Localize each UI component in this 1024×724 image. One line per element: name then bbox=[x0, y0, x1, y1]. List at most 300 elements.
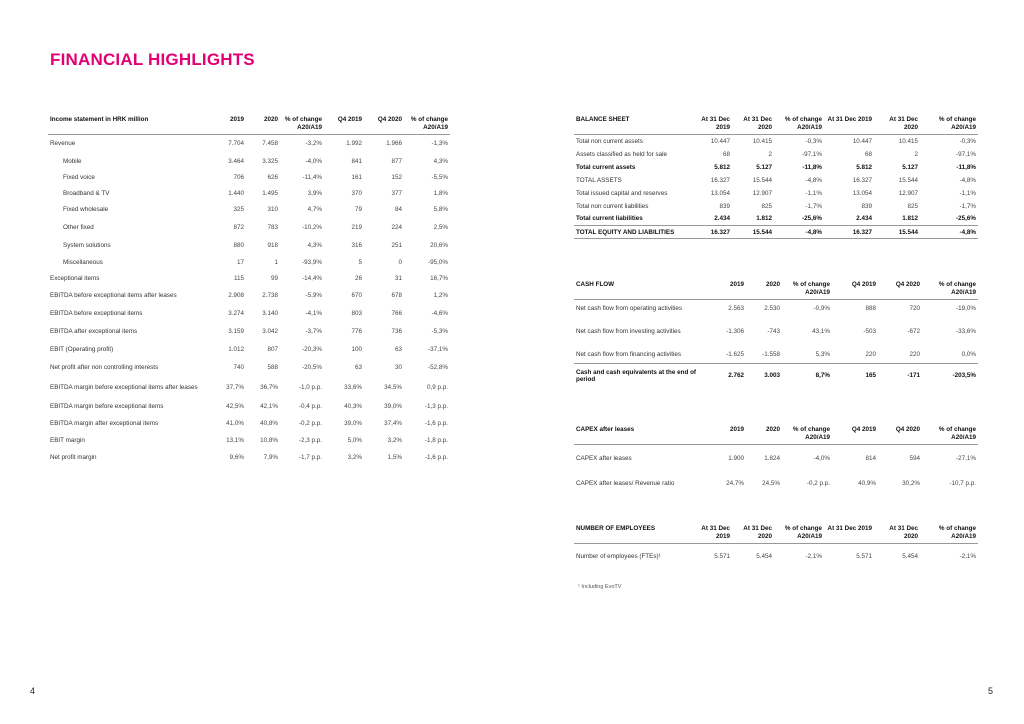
balance-cell-col-4: 5.812 bbox=[856, 163, 872, 171]
balance-cell-col-2: 15.544 bbox=[752, 176, 772, 184]
balance-cell-label: Assets classified as held for sale bbox=[576, 150, 667, 158]
balance-cell-col-3: -4,8% bbox=[805, 228, 822, 236]
income-cell-label: Exceptional items bbox=[50, 275, 100, 282]
income-cell-label: EBIT (Operating profit) bbox=[50, 346, 114, 353]
capex-cell-col-3: -4,0% bbox=[813, 455, 830, 463]
balance-cell-col-6: -1,7% bbox=[959, 202, 976, 210]
cashflow-header-col-3: % of change A20/A19 bbox=[792, 281, 830, 296]
employees-header-label: NUMBER OF EMPLOYEES bbox=[576, 525, 656, 532]
balance-header-col-5: At 31 Dec 2020 bbox=[889, 116, 918, 131]
balance-row-total-non-current-liabilities bbox=[574, 200, 978, 213]
employees-cell-col-2: 5.454 bbox=[756, 553, 772, 561]
cashflow-row-net-cash-flow-from-financing-activities bbox=[574, 346, 978, 364]
cashflow-cell-col-1: 2.762 bbox=[728, 372, 744, 380]
income-cell-col-2: 99 bbox=[270, 275, 278, 282]
income-cell-col-1: 325 bbox=[233, 206, 244, 213]
balance-cell-col-2: 15.544 bbox=[752, 228, 772, 236]
income-cell-col-5: 224 bbox=[391, 223, 402, 231]
income-cell-col-3: -20,3% bbox=[302, 346, 322, 353]
income-cell-col-6: -5,3% bbox=[431, 328, 448, 335]
income-cell-col-2: 783 bbox=[267, 223, 278, 231]
income-cell-col-2: 310 bbox=[267, 206, 278, 213]
income-cell-col-6: 2,5% bbox=[433, 223, 448, 231]
balance-cell-label: Total non current liabilities bbox=[576, 202, 649, 210]
income-cell-label: EBITDA margin before exceptional items after leases bbox=[50, 383, 198, 391]
cashflow-cell-col-2: -1.558 bbox=[762, 350, 780, 358]
balance-cell-col-6: -0,3% bbox=[959, 137, 976, 145]
income-cell-col-4: 26 bbox=[354, 275, 362, 282]
income-cell-col-1: 37,7% bbox=[226, 383, 244, 391]
income-cell-col-6: -5,5% bbox=[431, 174, 448, 181]
cashflow-cell-col-1: -1.625 bbox=[726, 350, 744, 358]
balance-cell-col-5: 12.907 bbox=[898, 189, 918, 197]
balance-cell-col-1: 2.434 bbox=[714, 215, 730, 223]
income-cell-col-4: 161 bbox=[351, 174, 362, 181]
income-cell-col-1: 3.464 bbox=[228, 157, 244, 165]
employees-cell-col-1: 5.571 bbox=[714, 553, 730, 561]
cashflow-cell-col-3: -0,9% bbox=[813, 305, 830, 313]
cashflow-header-row bbox=[574, 281, 978, 300]
balance-cell-col-2: 1.812 bbox=[756, 215, 772, 223]
capex-row-capex-after-leases-revenue-ratio bbox=[574, 473, 978, 494]
income-cell-col-1: 42,5% bbox=[226, 403, 244, 410]
income-cell-label: Miscellaneous bbox=[63, 259, 103, 266]
employees-cell-col-6: -2,1% bbox=[959, 553, 976, 561]
income-cell-col-4: 63 bbox=[354, 364, 362, 371]
capex-cell-col-6: -10,7 p.p. bbox=[949, 479, 976, 487]
income-cell-col-2: 1.495 bbox=[262, 190, 278, 197]
balance-header-label: BALANCE SHEET bbox=[576, 116, 630, 123]
balance-cell-col-5: 15.544 bbox=[898, 176, 918, 184]
capex-row-capex-after-leases bbox=[574, 445, 978, 473]
income-cell-label: Broadband & TV bbox=[63, 190, 110, 197]
capex-cell-col-5: 594 bbox=[909, 455, 920, 463]
income-cell-col-1: 2.908 bbox=[228, 292, 244, 299]
income-cell-col-6: 20,6% bbox=[430, 242, 448, 249]
income-row-net-profit-margin bbox=[48, 449, 450, 466]
employees-cell-col-4: 5.571 bbox=[856, 553, 872, 561]
balance-cell-col-2: 12.907 bbox=[752, 189, 772, 197]
balance-row-total-non-current-assets bbox=[574, 135, 978, 148]
balance-cell-col-5: 10.415 bbox=[898, 137, 918, 145]
income-cell-col-2: 918 bbox=[267, 242, 278, 249]
income-cell-col-1: 1.440 bbox=[228, 190, 244, 197]
balance-cell-col-4: 16.327 bbox=[852, 176, 872, 184]
income-cell-col-2: 40,8% bbox=[260, 420, 278, 427]
income-cell-col-4: 3,2% bbox=[347, 453, 362, 461]
balance-cell-col-1: 839 bbox=[719, 202, 730, 210]
cashflow-cell-col-4: 220 bbox=[865, 350, 876, 358]
employees-header-row bbox=[574, 525, 978, 544]
income-cell-col-3: -20,5% bbox=[302, 364, 322, 371]
income-header-col-6: % of change A20/A19 bbox=[410, 116, 448, 131]
income-cell-col-2: 626 bbox=[267, 174, 278, 181]
balance-header-col-6: % of change A20/A19 bbox=[938, 116, 976, 131]
capex-cell-col-4: 40,9% bbox=[858, 479, 876, 487]
page-number-right: 5 bbox=[988, 686, 994, 696]
income-cell-col-6: -1,6 p.p. bbox=[424, 420, 448, 427]
income-cell-col-4: 1.992 bbox=[346, 140, 362, 148]
balance-cell-col-2: 825 bbox=[761, 202, 772, 210]
income-row-ebit-operating-profit bbox=[48, 341, 450, 359]
cashflow-cell-label: Net cash flow from operating activities bbox=[576, 305, 683, 313]
income-cell-col-6: -95,0% bbox=[428, 259, 448, 266]
income-row-fixed-wholesale bbox=[48, 202, 450, 218]
income-cell-col-2: 588 bbox=[267, 364, 278, 371]
employees-row-number-of-employees-ftes bbox=[574, 544, 978, 570]
cashflow-header-col-1: 2019 bbox=[729, 281, 744, 288]
income-row-miscellaneous bbox=[48, 255, 450, 271]
balance-cell-col-5: 5.127 bbox=[902, 163, 918, 171]
cashflow-cell-col-4: -503 bbox=[863, 328, 876, 335]
income-cell-col-5: 877 bbox=[391, 157, 402, 165]
income-cell-label: EBITDA before exceptional items bbox=[50, 310, 143, 317]
income-cell-col-4: 370 bbox=[351, 190, 362, 197]
balance-row-total-assets bbox=[574, 174, 978, 187]
income-cell-col-5: 3,2% bbox=[387, 436, 402, 444]
income-cell-col-3: -0,4 p.p. bbox=[298, 403, 322, 410]
income-cell-col-5: 0 bbox=[398, 259, 402, 266]
income-cell-col-2: 1 bbox=[274, 259, 278, 266]
income-cell-col-1: 13,1% bbox=[226, 436, 244, 444]
cashflow-cell-col-6: -19,0% bbox=[956, 305, 976, 313]
income-row-ebitda-margin-after-exceptional-items bbox=[48, 416, 450, 432]
capex-table bbox=[574, 426, 978, 494]
income-row-net-profit-after-non-controlling-interests bbox=[48, 359, 450, 377]
income-cell-col-1: 740 bbox=[233, 364, 244, 371]
income-header-col-1: 2019 bbox=[229, 116, 244, 123]
cashflow-row-net-cash-flow-from-operating-activities bbox=[574, 300, 978, 318]
capex-header-row bbox=[574, 426, 978, 445]
balance-cell-col-3: -1,1% bbox=[805, 189, 822, 197]
balance-cell-col-5: 2 bbox=[914, 150, 918, 158]
balance-cell-col-3: -4,8% bbox=[805, 176, 822, 184]
income-header-col-3: % of change A20/A19 bbox=[284, 116, 322, 131]
income-cell-label: System solutions bbox=[63, 242, 111, 249]
income-cell-col-6: 16,7% bbox=[430, 275, 448, 282]
income-cell-col-4: 841 bbox=[351, 157, 362, 165]
income-cell-label: EBITDA margin after exceptional items bbox=[50, 420, 159, 427]
income-cell-col-1: 115 bbox=[233, 275, 244, 282]
balance-cell-label: Total current liabilities bbox=[576, 215, 643, 223]
balance-cell-col-6: -1,1% bbox=[959, 189, 976, 197]
income-cell-col-2: 36,7% bbox=[260, 383, 278, 391]
income-cell-col-6: -52,8% bbox=[428, 364, 448, 371]
income-row-broadband-tv bbox=[48, 186, 450, 202]
cashflow-header-col-6: % of change A20/A19 bbox=[938, 281, 976, 296]
income-cell-col-5: 1,5% bbox=[387, 453, 402, 461]
balance-row-total-issued-capital-and-reserves bbox=[574, 187, 978, 200]
balance-cell-col-1: 16.327 bbox=[710, 228, 730, 236]
income-cell-label: Revenue bbox=[50, 140, 76, 148]
balance-row-total-current-assets bbox=[574, 161, 978, 174]
income-cell-label: EBIT margin bbox=[50, 436, 85, 444]
employees-cell-label: Number of employees (FTEs)¹ bbox=[576, 553, 661, 561]
cashflow-cell-col-3: 8,7% bbox=[815, 372, 830, 380]
balance-cell-label: Total current assets bbox=[576, 163, 636, 171]
cashflow-row-net-cash-flow-from-investing-activities bbox=[574, 318, 978, 346]
capex-header-col-2: 2020 bbox=[765, 426, 780, 433]
cashflow-header-label: CASH FLOW bbox=[576, 281, 615, 288]
income-cell-col-5: 30 bbox=[394, 364, 402, 371]
page-title: FINANCIAL HIGHLIGHTS bbox=[50, 50, 255, 69]
income-cell-col-1: 3.274 bbox=[228, 310, 244, 317]
income-cell-col-3: -2,3 p.p. bbox=[298, 436, 322, 444]
income-cell-col-4: 40,3% bbox=[344, 403, 362, 410]
income-cell-label: Mobile bbox=[63, 157, 82, 165]
capex-cell-col-1: 24,7% bbox=[726, 479, 744, 487]
income-cell-col-3: -4,1% bbox=[305, 310, 322, 317]
balance-cell-col-1: 68 bbox=[722, 150, 730, 158]
cashflow-cell-label: Net cash flow from financing activities bbox=[576, 350, 681, 358]
income-header-row bbox=[48, 116, 450, 135]
income-cell-col-1: 872 bbox=[233, 223, 244, 231]
income-row-exceptional-items bbox=[48, 271, 450, 287]
balance-cell-col-2: 10.415 bbox=[752, 137, 772, 145]
income-header-col-4: Q4 2019 bbox=[337, 116, 362, 123]
income-cell-col-5: 84 bbox=[394, 206, 402, 213]
balance-cell-col-3: -1,7% bbox=[805, 202, 822, 210]
income-cell-col-6: -1,3 p.p. bbox=[424, 403, 448, 410]
income-cell-col-3: -4,0% bbox=[305, 157, 322, 165]
capex-header-col-1: 2019 bbox=[729, 426, 744, 433]
income-cell-col-6: 4,3% bbox=[433, 157, 448, 165]
employees-table bbox=[574, 525, 978, 570]
balance-cell-col-1: 13.054 bbox=[710, 189, 730, 197]
income-cell-col-1: 1.012 bbox=[228, 346, 244, 353]
income-row-ebitda-after-exceptional-items bbox=[48, 323, 450, 341]
balance-cell-label: Total non current assets bbox=[576, 137, 643, 145]
income-row-other-fixed bbox=[48, 218, 450, 237]
income-cell-col-1: 9,6% bbox=[229, 453, 244, 461]
income-cell-col-3: -14,4% bbox=[302, 275, 322, 282]
balance-cell-col-3: -97,1% bbox=[802, 150, 822, 158]
balance-cell-col-4: 68 bbox=[864, 150, 872, 158]
income-cell-col-5: 39,0% bbox=[384, 403, 402, 410]
balance-header-row bbox=[574, 116, 978, 135]
cash-flow-table bbox=[574, 281, 978, 388]
cashflow-cell-col-5: -672 bbox=[907, 328, 920, 335]
income-row-ebitda-margin-before-exceptional-items-after-leases bbox=[48, 377, 450, 398]
cashflow-cell-col-6: -33,6% bbox=[956, 328, 976, 335]
employees-header-col-3: % of change A20/A19 bbox=[784, 525, 822, 540]
income-cell-col-1: 706 bbox=[233, 174, 244, 181]
balance-cell-col-1: 10.447 bbox=[710, 137, 730, 145]
balance-cell-col-4: 16.327 bbox=[852, 228, 872, 236]
income-cell-label: Other fixed bbox=[63, 223, 94, 231]
balance-sheet-table bbox=[574, 116, 978, 239]
income-cell-col-3: -0,2 p.p. bbox=[298, 420, 322, 427]
income-cell-col-6: -1,6 p.p. bbox=[424, 453, 448, 461]
employees-header-col-2: At 31 Dec 2020 bbox=[743, 525, 772, 540]
balance-cell-col-5: 825 bbox=[907, 202, 918, 210]
income-cell-col-3: -3,7% bbox=[305, 328, 322, 335]
capex-cell-col-4: 814 bbox=[865, 455, 876, 463]
balance-cell-col-1: 5.812 bbox=[714, 163, 730, 171]
cashflow-cell-col-2: 2.530 bbox=[764, 305, 780, 313]
income-cell-col-2: 42,1% bbox=[260, 403, 278, 410]
income-cell-col-5: 678 bbox=[391, 292, 402, 299]
balance-cell-col-5: 15.544 bbox=[898, 228, 918, 236]
balance-header-col-3: % of change A20/A19 bbox=[784, 116, 822, 131]
income-cell-col-5: 34,5% bbox=[384, 383, 402, 391]
income-cell-col-2: 7,9% bbox=[263, 453, 278, 461]
cashflow-cell-col-2: -743 bbox=[767, 328, 780, 335]
income-cell-col-2: 10,8% bbox=[260, 436, 278, 444]
balance-header-col-4: At 31 Dec 2019 bbox=[827, 116, 872, 123]
income-row-ebitda-before-exceptional-items-after-leases bbox=[48, 287, 450, 305]
income-cell-col-5: 736 bbox=[391, 328, 402, 335]
capex-cell-col-3: -0,2 p.p. bbox=[806, 479, 830, 487]
income-cell-col-2: 3.325 bbox=[262, 157, 278, 165]
capex-header-col-4: Q4 2019 bbox=[851, 426, 876, 433]
income-cell-col-1: 17 bbox=[236, 259, 244, 266]
employees-header-col-5: At 31 Dec 2020 bbox=[889, 525, 918, 540]
income-cell-col-6: 1,2% bbox=[433, 292, 448, 299]
income-cell-col-4: 100 bbox=[351, 346, 362, 353]
capex-cell-col-6: -27,1% bbox=[956, 455, 976, 463]
balance-cell-label: Total issued capital and reserves bbox=[576, 189, 668, 197]
balance-cell-col-3: -11,8% bbox=[802, 163, 822, 171]
capex-cell-col-2: 1.824 bbox=[764, 455, 780, 463]
balance-cell-col-4: 13.054 bbox=[852, 189, 872, 197]
employees-header-col-6: % of change A20/A19 bbox=[938, 525, 976, 540]
page-number-left: 4 bbox=[30, 686, 36, 696]
capex-cell-col-5: 30,2% bbox=[902, 479, 920, 487]
capex-header-label: CAPEX after leases bbox=[576, 426, 635, 433]
capex-cell-col-1: 1.900 bbox=[728, 455, 744, 463]
capex-header-col-3: % of change A20/A19 bbox=[792, 426, 830, 441]
income-row-ebit-margin bbox=[48, 432, 450, 449]
income-row-ebitda-before-exceptional-items bbox=[48, 305, 450, 323]
income-cell-label: EBITDA after exceptional items bbox=[50, 328, 138, 335]
income-cell-col-3: -11,4% bbox=[302, 174, 322, 181]
income-cell-label: Net profit margin bbox=[50, 453, 97, 461]
balance-cell-col-3: -0,3% bbox=[805, 137, 822, 145]
income-cell-col-1: 7.704 bbox=[228, 140, 244, 148]
cashflow-row-cash-and-cash-equivalents-at-the-end-of-period bbox=[574, 364, 978, 388]
cashflow-cell-col-4: 888 bbox=[865, 305, 876, 313]
balance-row-total-equity-and-liabilities bbox=[574, 226, 978, 239]
income-cell-col-4: 670 bbox=[351, 292, 362, 299]
income-cell-col-3: -3,2% bbox=[305, 140, 322, 148]
income-row-system-solutions bbox=[48, 237, 450, 255]
balance-cell-col-2: 2 bbox=[768, 150, 772, 158]
income-cell-col-4: 79 bbox=[354, 206, 362, 213]
income-cell-col-6: -4,6% bbox=[431, 310, 448, 317]
income-header-label: Income statement in HRK million bbox=[50, 116, 149, 123]
balance-cell-label: TOTAL ASSETS bbox=[576, 176, 622, 184]
balance-cell-col-4: 10.447 bbox=[852, 137, 872, 145]
cashflow-cell-col-6: 0,0% bbox=[961, 350, 976, 358]
balance-cell-col-1: 16.327 bbox=[710, 176, 730, 184]
income-cell-col-4: 219 bbox=[351, 223, 362, 231]
cashflow-cell-col-1: -1.306 bbox=[726, 328, 744, 335]
balance-cell-col-6: -11,8% bbox=[956, 163, 976, 171]
income-row-revenue bbox=[48, 135, 450, 153]
balance-header-col-2: At 31 Dec 2020 bbox=[743, 116, 772, 131]
employees-cell-col-5: 5.454 bbox=[902, 553, 918, 561]
income-cell-col-3: -10,2% bbox=[302, 223, 322, 231]
income-cell-col-5: 31 bbox=[394, 275, 402, 282]
cashflow-cell-col-5: -171 bbox=[907, 372, 920, 380]
income-cell-col-6: -1,8 p.p. bbox=[424, 436, 448, 444]
income-cell-col-6: 0,9 p.p. bbox=[426, 383, 448, 391]
balance-cell-col-6: -97,1% bbox=[956, 150, 976, 158]
cashflow-cell-col-3: 43,1% bbox=[812, 328, 830, 335]
cashflow-cell-label: Net cash flow from investing activities bbox=[576, 328, 681, 335]
balance-cell-label: TOTAL EQUITY AND LIABILITIES bbox=[576, 228, 675, 236]
income-cell-col-4: 33,6% bbox=[344, 383, 362, 391]
cashflow-cell-col-6: -203,5% bbox=[952, 372, 976, 380]
cashflow-cell-col-2: 3.003 bbox=[764, 372, 780, 380]
balance-row-total-current-liabilities bbox=[574, 213, 978, 226]
balance-cell-col-3: -25,6% bbox=[802, 215, 822, 223]
income-cell-label: Fixed voice bbox=[63, 174, 95, 181]
balance-header-col-1: At 31 Dec 2019 bbox=[701, 116, 730, 131]
income-cell-col-4: 803 bbox=[351, 310, 362, 317]
balance-cell-col-4: 2.434 bbox=[856, 215, 872, 223]
income-row-mobile bbox=[48, 153, 450, 170]
cashflow-cell-col-5: 720 bbox=[909, 305, 920, 313]
capex-cell-col-2: 24,5% bbox=[762, 479, 780, 487]
balance-cell-col-6: -4,8% bbox=[959, 176, 976, 184]
employees-cell-col-3: -2,1% bbox=[805, 553, 822, 561]
income-cell-col-3: 4,3% bbox=[307, 242, 322, 249]
income-cell-col-3: -1,0 p.p. bbox=[298, 383, 322, 391]
balance-cell-col-4: 839 bbox=[861, 202, 872, 210]
income-statement-table bbox=[48, 116, 450, 466]
income-cell-col-3: -5,9% bbox=[305, 292, 322, 299]
income-cell-col-5: 152 bbox=[391, 174, 402, 181]
income-cell-col-5: 251 bbox=[391, 242, 402, 249]
income-header-col-2: 2020 bbox=[263, 116, 278, 123]
employees-header-col-1: At 31 Dec 2019 bbox=[701, 525, 730, 540]
income-cell-col-1: 3.159 bbox=[228, 328, 244, 335]
income-cell-col-3: 4,7% bbox=[307, 206, 322, 213]
cashflow-header-col-5: Q4 2020 bbox=[895, 281, 920, 288]
income-cell-col-2: 2.738 bbox=[262, 292, 278, 299]
income-cell-col-4: 5,0% bbox=[347, 436, 362, 444]
income-cell-col-5: 377 bbox=[391, 190, 402, 197]
income-cell-label: Net profit after non controlling interests bbox=[50, 364, 159, 371]
income-cell-label: Fixed wholesale bbox=[63, 206, 109, 213]
income-cell-col-1: 880 bbox=[233, 242, 244, 249]
cashflow-header-col-4: Q4 2019 bbox=[851, 281, 876, 288]
income-cell-col-6: 1,8% bbox=[433, 190, 448, 197]
balance-row-assets-classified-as-held-for-sale bbox=[574, 148, 978, 161]
balance-cell-col-2: 5.127 bbox=[756, 163, 772, 171]
income-cell-col-3: -1,7 p.p. bbox=[298, 453, 322, 461]
income-cell-col-5: 63 bbox=[394, 346, 402, 353]
income-cell-col-2: 3.042 bbox=[262, 328, 278, 335]
income-cell-col-4: 5 bbox=[358, 259, 362, 266]
income-cell-col-3: -93,9% bbox=[302, 259, 322, 266]
cashflow-cell-col-4: 165 bbox=[865, 372, 876, 380]
income-cell-col-6: -1,3% bbox=[431, 140, 448, 148]
balance-cell-col-5: 1.812 bbox=[902, 215, 918, 223]
footnote: ¹ Including EvoTV bbox=[578, 584, 622, 590]
cashflow-cell-col-3: 5,3% bbox=[815, 350, 830, 358]
income-cell-col-2: 807 bbox=[267, 346, 278, 353]
income-cell-col-3: 3,9% bbox=[307, 190, 322, 197]
income-cell-col-5: 37,4% bbox=[384, 420, 402, 427]
balance-cell-col-6: -4,8% bbox=[959, 228, 976, 236]
income-cell-col-6: 5,8% bbox=[433, 206, 448, 213]
income-cell-col-2: 7.458 bbox=[262, 140, 278, 148]
capex-header-col-6: % of change A20/A19 bbox=[938, 426, 976, 441]
income-cell-col-5: 766 bbox=[391, 310, 402, 317]
